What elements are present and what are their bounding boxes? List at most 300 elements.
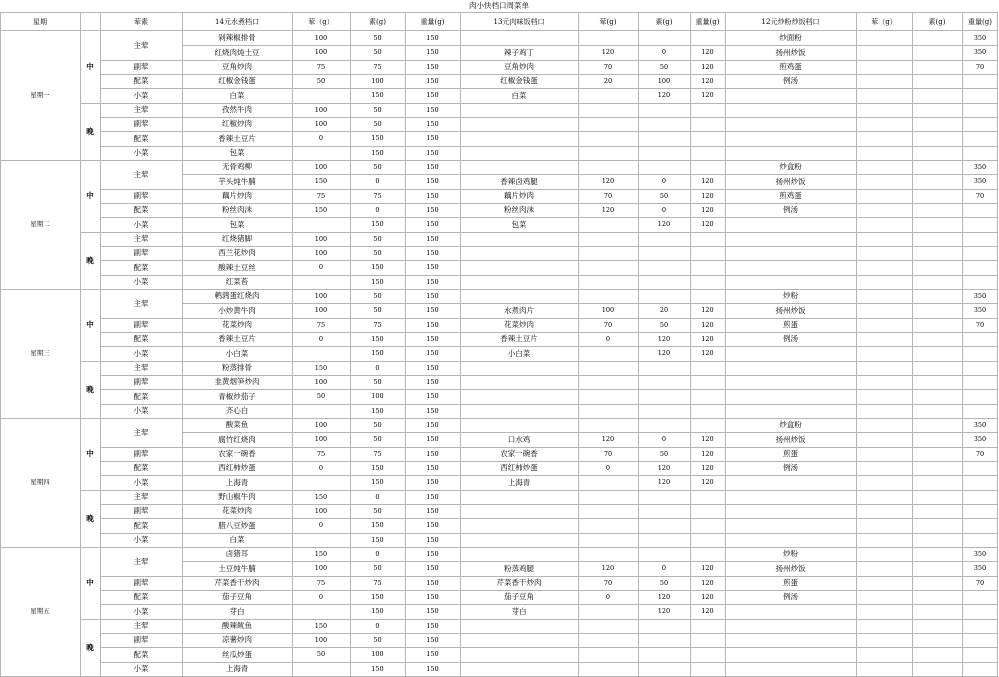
table-top-border [0, 12, 998, 13]
dish-name: 例汤 [783, 205, 798, 215]
dish-type-label: 主荤 [133, 298, 149, 308]
weight-cell: 150 [426, 392, 439, 401]
header-veg-g: 素(g) [369, 17, 386, 26]
weight-cell [690, 103, 725, 117]
weight-cell: 75 [316, 578, 326, 587]
dish-name [460, 404, 578, 418]
weight-cell [912, 232, 962, 246]
dish-name [725, 475, 856, 489]
weight-cell: 120 [601, 564, 615, 573]
dish-name: 农家一碗香 [218, 449, 256, 459]
weight-cell [578, 217, 638, 231]
weight-cell: 100 [371, 76, 384, 85]
weight-cell: 350 [973, 177, 987, 186]
weight-cell [856, 318, 912, 332]
dish-name: 包菜 [511, 219, 527, 229]
weight-cell: 50 [373, 48, 382, 57]
dish-name [460, 490, 578, 504]
weight-cell [690, 533, 725, 547]
dish-name [725, 518, 856, 532]
header-weekday: 星期 [33, 17, 47, 26]
dish-name: 青椒炒茄子 [218, 391, 256, 401]
weight-cell [962, 103, 998, 117]
weight-cell: 150 [426, 406, 439, 415]
dish-name: 辣子鸡丁 [504, 47, 534, 57]
weight-cell: 50 [373, 635, 382, 644]
dish-type-label: 主荤 [133, 363, 149, 373]
weight-cell: 20 [659, 306, 669, 315]
weight-cell [912, 547, 962, 561]
weight-cell [912, 31, 962, 45]
weight-cell: 150 [426, 435, 439, 444]
weight-cell: 100 [314, 33, 328, 42]
weight-cell: 150 [426, 607, 439, 616]
weight-cell: 120 [701, 177, 714, 186]
weight-cell [578, 604, 638, 618]
weight-cell [690, 490, 725, 504]
weight-cell [962, 203, 998, 217]
dish-name: 粉丝肉沫 [222, 205, 252, 215]
dish-name: 农家一碗香 [500, 449, 538, 459]
dish-name: 红椒金钱蛋 [218, 76, 256, 86]
weight-cell: 0 [318, 134, 324, 143]
weight-cell: 50 [373, 162, 382, 171]
weight-cell: 120 [701, 435, 714, 444]
weight-cell [962, 246, 998, 260]
dish-name: 豆角炒肉 [504, 62, 534, 72]
weight-cell [912, 475, 962, 489]
weight-cell [912, 375, 962, 389]
weight-cell [962, 662, 998, 676]
weight-cell: 120 [701, 205, 714, 214]
weight-cell [912, 203, 962, 217]
dish-name [725, 346, 856, 360]
session-label: 中 [86, 320, 94, 330]
weight-cell [962, 332, 998, 346]
weight-cell: 70 [603, 320, 613, 329]
dish-name [725, 490, 856, 504]
dish-name [725, 246, 856, 260]
weight-cell [292, 88, 350, 102]
weight-cell: 75 [316, 62, 326, 71]
weight-cell: 150 [371, 535, 384, 544]
weight-cell [962, 74, 998, 88]
weight-cell: 150 [314, 621, 328, 630]
weight-cell: 120 [657, 91, 671, 100]
weight-cell: 0 [375, 492, 380, 501]
weight-cell: 50 [373, 33, 382, 42]
weight-cell: 0 [605, 334, 611, 343]
dish-name: 酸菜鱼 [225, 420, 249, 430]
weight-cell: 120 [657, 463, 671, 472]
weekday-tuesday: 星期二 [30, 220, 50, 229]
dish-name [460, 146, 578, 160]
weight-cell [856, 375, 912, 389]
weight-cell: 120 [701, 449, 714, 458]
weight-cell [912, 490, 962, 504]
dish-name: 红椒炒肉 [222, 119, 252, 129]
weight-cell [856, 547, 912, 561]
dish-name: 韭黄烟笋炒肉 [214, 377, 260, 387]
weight-cell: 150 [371, 607, 384, 616]
dish-name [460, 289, 578, 303]
weight-cell: 150 [426, 177, 439, 186]
weight-cell: 70 [603, 62, 613, 71]
weight-cell [578, 633, 638, 647]
weight-cell [578, 647, 638, 661]
weight-cell: 150 [426, 621, 439, 630]
weight-cell [690, 275, 725, 289]
dish-name: 上海青 [507, 477, 531, 487]
column-divider [182, 12, 183, 676]
weight-cell: 70 [975, 578, 985, 587]
header-stall-13: 13元肉味饭档口 [493, 17, 545, 26]
weight-cell: 50 [659, 449, 669, 458]
weight-cell [962, 633, 998, 647]
weight-cell: 350 [973, 435, 987, 444]
dish-name: 扬州炒饭 [775, 563, 806, 573]
dish-type-label: 小菜 [133, 90, 149, 100]
dish-name: 西红柿炒蛋 [500, 463, 538, 473]
dish-type-label: 配菜 [133, 649, 149, 659]
dish-name [725, 375, 856, 389]
weight-cell [962, 146, 998, 160]
session-label: 中 [86, 578, 94, 588]
weight-cell: 150 [426, 134, 439, 143]
dish-name: 花菜炒肉 [222, 320, 252, 330]
weight-cell [578, 547, 638, 561]
dish-name: 芽白 [511, 606, 527, 616]
weight-cell [912, 604, 962, 618]
dish-type-label: 配菜 [133, 391, 149, 401]
weight-cell: 150 [371, 478, 384, 487]
dish-type-label: 主荤 [133, 105, 149, 115]
dish-type-label: 配菜 [133, 463, 149, 473]
dish-name [725, 633, 856, 647]
dish-type-label: 配菜 [133, 592, 149, 602]
weight-cell [856, 332, 912, 346]
weight-cell [856, 131, 912, 145]
weight-cell [578, 418, 638, 432]
dish-name: 例汤 [783, 463, 798, 473]
weight-cell [690, 246, 725, 260]
weight-cell: 120 [701, 592, 714, 601]
weight-cell [912, 246, 962, 260]
weight-cell: 150 [371, 592, 384, 601]
weight-cell: 150 [426, 549, 439, 558]
dish-type-label: 小菜 [133, 148, 149, 158]
weight-cell [912, 461, 962, 475]
weight-cell [292, 604, 350, 618]
weight-cell [292, 275, 350, 289]
dish-name: 煎鸡蛋 [779, 62, 802, 72]
weight-cell [962, 647, 998, 661]
dish-name [460, 131, 578, 145]
weight-cell: 0 [318, 592, 324, 601]
dish-name: 包菜 [229, 148, 245, 158]
dish-name: 例汤 [783, 592, 798, 602]
dish-name: 煎蛋 [783, 578, 798, 588]
dish-name [725, 389, 856, 403]
dish-name: 煎蛋 [783, 320, 798, 330]
dish-name: 花菜炒肉 [222, 506, 252, 516]
weight-cell: 150 [426, 349, 439, 358]
weight-cell [856, 561, 912, 575]
weight-cell [962, 375, 998, 389]
weight-cell [638, 518, 690, 532]
weight-cell: 100 [314, 306, 328, 315]
dish-name: 红烧猪脚 [222, 234, 252, 244]
weight-cell [912, 260, 962, 274]
weight-cell [638, 504, 690, 518]
weight-cell [578, 518, 638, 532]
dish-type-label: 配菜 [133, 334, 149, 344]
weight-cell: 0 [375, 177, 380, 186]
dish-type-label: 小菜 [133, 535, 149, 545]
dish-name: 芽白 [229, 606, 245, 616]
weight-cell [292, 217, 350, 231]
column-divider [725, 12, 726, 676]
session-label: 晚 [86, 513, 94, 523]
weight-cell [856, 432, 912, 446]
weight-cell: 120 [701, 306, 714, 315]
weight-cell [912, 662, 962, 676]
session-label: 中 [86, 191, 94, 201]
dish-name [725, 146, 856, 160]
weight-cell: 0 [605, 592, 611, 601]
column-divider [856, 12, 857, 676]
weight-cell [578, 490, 638, 504]
header-weight-g: 重量(g) [695, 17, 720, 26]
weight-cell: 150 [371, 91, 384, 100]
weight-cell: 20 [603, 76, 613, 85]
weight-cell: 150 [314, 363, 328, 372]
weight-cell [856, 45, 912, 59]
dish-name [460, 633, 578, 647]
weight-cell: 100 [601, 306, 615, 315]
weight-cell: 150 [426, 564, 439, 573]
dish-name [460, 389, 578, 403]
weight-cell [690, 619, 725, 633]
weight-cell [856, 533, 912, 547]
weight-cell [912, 432, 962, 446]
header-meat-g: 荤（g） [871, 17, 897, 26]
weight-cell: 150 [371, 148, 384, 157]
weight-cell: 120 [701, 48, 714, 57]
header-veg-g: 素(g) [928, 17, 946, 26]
weight-cell [638, 490, 690, 504]
dish-type-label: 副荤 [133, 320, 149, 330]
weekday-wednesday: 星期三 [30, 349, 50, 358]
dish-name [460, 518, 578, 532]
dish-name: 卤猪耳 [225, 549, 249, 559]
dish-name: 扬州炒饭 [775, 305, 806, 315]
weight-cell [638, 289, 690, 303]
weight-cell [912, 346, 962, 360]
weight-cell [856, 346, 912, 360]
weight-cell [690, 131, 725, 145]
weight-cell [962, 533, 998, 547]
weight-cell [912, 561, 962, 575]
weight-cell [578, 475, 638, 489]
weight-cell: 50 [659, 578, 669, 587]
dish-type-label: 副荤 [133, 449, 149, 459]
dish-name: 例汤 [783, 76, 798, 86]
weight-cell: 350 [973, 306, 987, 315]
dish-name: 粉丝肉沫 [504, 205, 534, 215]
weight-cell: 150 [426, 478, 439, 487]
weight-cell [856, 303, 912, 317]
weight-cell: 150 [314, 205, 328, 214]
weight-cell: 70 [975, 191, 985, 200]
weight-cell: 120 [701, 607, 714, 616]
weight-cell: 50 [373, 105, 382, 114]
dish-type-label: 小菜 [133, 406, 149, 416]
weight-cell [578, 103, 638, 117]
weight-cell: 150 [426, 91, 439, 100]
weight-cell: 150 [371, 664, 384, 673]
weight-cell: 150 [426, 205, 439, 214]
column-divider [912, 12, 913, 676]
weight-cell [856, 232, 912, 246]
dish-name [460, 361, 578, 375]
weight-cell [856, 647, 912, 661]
dish-type-label: 小菜 [133, 477, 149, 487]
weight-cell: 100 [314, 162, 328, 171]
weight-cell: 120 [657, 220, 671, 229]
weight-cell: 100 [314, 105, 328, 114]
weight-cell [962, 619, 998, 633]
weight-cell [856, 246, 912, 260]
dish-name [460, 160, 578, 174]
dish-type-label: 主荤 [133, 556, 149, 566]
dish-name: 香辣土豆片 [218, 334, 256, 344]
weight-cell [578, 346, 638, 360]
weekday-thursday: 星期四 [30, 478, 50, 487]
weight-cell [912, 88, 962, 102]
weight-cell: 120 [701, 334, 714, 343]
weight-cell: 350 [973, 162, 987, 171]
dish-name: 红菜苔 [225, 277, 249, 287]
dish-name: 香辣土豆片 [218, 133, 256, 143]
dish-name [725, 260, 856, 274]
weight-cell [856, 662, 912, 676]
weight-cell [962, 117, 998, 131]
dish-name [725, 117, 856, 131]
weight-cell: 150 [426, 449, 439, 458]
dish-name [460, 375, 578, 389]
weight-cell: 150 [426, 306, 439, 315]
dish-name [725, 88, 856, 102]
weight-cell [638, 160, 690, 174]
weight-cell: 50 [373, 306, 382, 315]
weight-cell: 0 [661, 205, 667, 214]
dish-name [460, 31, 578, 45]
dish-type-label: 主荤 [133, 40, 149, 50]
weight-cell: 70 [603, 449, 613, 458]
weight-cell [912, 289, 962, 303]
dish-type-label: 配菜 [133, 205, 149, 215]
weight-cell: 70 [975, 320, 985, 329]
weight-cell [690, 504, 725, 518]
weight-cell [690, 518, 725, 532]
weight-cell [912, 189, 962, 203]
column-divider [690, 12, 691, 676]
weight-cell [690, 389, 725, 403]
weight-cell: 150 [426, 650, 439, 659]
weight-cell [962, 88, 998, 102]
weight-cell [962, 217, 998, 231]
weight-cell [690, 361, 725, 375]
weight-cell [578, 232, 638, 246]
weight-cell [962, 361, 998, 375]
dish-name [725, 131, 856, 145]
weight-cell [912, 647, 962, 661]
weight-cell [638, 619, 690, 633]
weight-cell [578, 404, 638, 418]
weight-cell: 70 [603, 578, 613, 587]
weight-cell [638, 232, 690, 246]
weight-cell: 150 [371, 334, 384, 343]
dish-name [460, 260, 578, 274]
weight-cell: 150 [426, 62, 439, 71]
weight-cell [638, 275, 690, 289]
weight-cell: 50 [373, 248, 382, 257]
weight-cell [912, 303, 962, 317]
dish-name: 红烧肉炖土豆 [214, 47, 260, 57]
weight-cell [962, 461, 998, 475]
weight-cell [856, 619, 912, 633]
weight-cell [638, 389, 690, 403]
weight-cell: 150 [426, 492, 439, 501]
weekday-monday: 星期一 [30, 91, 50, 100]
header-stall-12: 12元炒粉炒饭档口 [761, 17, 820, 26]
dish-name [460, 232, 578, 246]
dish-name [460, 533, 578, 547]
weight-cell: 120 [701, 320, 714, 329]
weight-cell [690, 289, 725, 303]
weight-cell: 150 [426, 635, 439, 644]
weight-cell [690, 160, 725, 174]
dish-name: 西红柿炒蛋 [218, 463, 256, 473]
dish-name: 上海青 [225, 664, 249, 674]
weight-cell [912, 447, 962, 461]
dish-name: 藕片炒肉 [222, 191, 252, 201]
weight-cell [578, 289, 638, 303]
weight-cell [856, 504, 912, 518]
dish-name [725, 361, 856, 375]
weight-cell: 50 [373, 506, 382, 515]
weight-cell: 75 [373, 449, 382, 458]
weight-cell: 100 [371, 392, 384, 401]
column-divider [100, 12, 101, 676]
dish-name: 煎蛋 [783, 449, 798, 459]
dish-name [725, 604, 856, 618]
weight-cell: 350 [973, 48, 987, 57]
weight-cell [912, 117, 962, 131]
weight-cell [856, 404, 912, 418]
weight-cell: 100 [657, 76, 671, 85]
weight-cell [638, 146, 690, 160]
weight-cell: 350 [973, 564, 987, 573]
weight-cell: 100 [314, 291, 328, 300]
dish-type-label: 配菜 [133, 76, 149, 86]
weight-cell: 70 [603, 191, 613, 200]
dish-name [460, 647, 578, 661]
dish-name [460, 418, 578, 432]
weight-cell: 100 [314, 420, 328, 429]
column-divider [80, 12, 81, 676]
